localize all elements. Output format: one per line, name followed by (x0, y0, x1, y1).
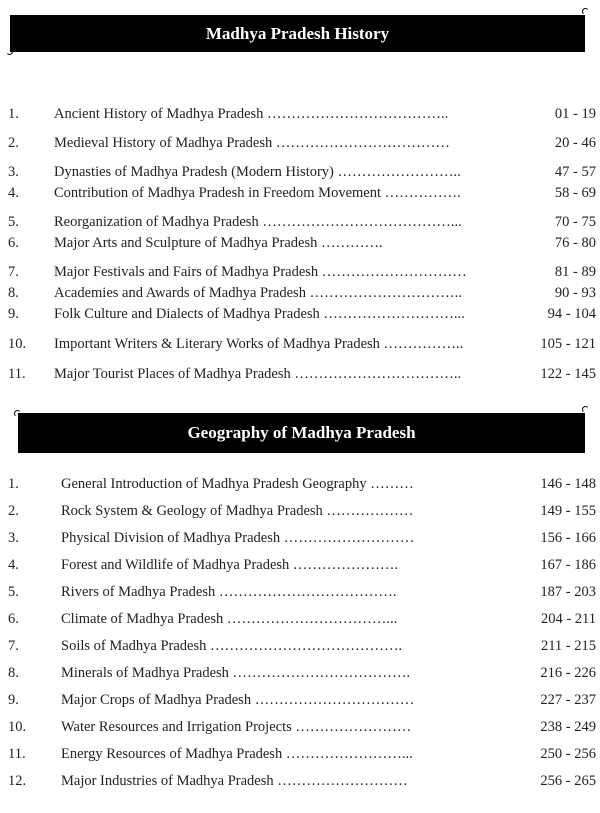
section-heading-geography (18, 413, 585, 453)
toc-row (0, 582, 600, 602)
section-heading-text: Geography of Madhya Pradesh (187, 423, 416, 442)
toc-title: Academies and Awards of Madhya Pradesh ………………………….. (54, 285, 462, 301)
toc-number: 6. (8, 235, 19, 251)
toc-pages: 76 - 80 (554, 235, 596, 251)
toc-row (0, 283, 600, 303)
toc-row (0, 162, 600, 182)
toc-row (0, 771, 600, 791)
toc-number: 5. (8, 584, 19, 600)
toc-row (0, 304, 600, 324)
toc-title: General Introduction of Madhya Pradesh Geography ……… (61, 476, 414, 492)
toc-pages: 122 - 145 (540, 366, 596, 382)
toc-title: Medieval History of Madhya Pradesh ……………………………… (54, 135, 450, 151)
toc-title: Minerals of Madhya Pradesh ………………………………. (61, 665, 411, 681)
toc-pages: 01 - 19 (554, 106, 596, 122)
toc-pages: 58 - 69 (554, 185, 596, 201)
ornament-curl (6, 48, 13, 55)
toc-title: Water Resources and Irrigation Projects …………………… (61, 719, 412, 735)
toc-pages: 227 - 237 (540, 692, 596, 708)
toc-row (0, 717, 600, 737)
toc-title: Reorganization of Madhya Pradesh …………………………………... (54, 214, 462, 230)
toc-pages: 81 - 89 (554, 264, 596, 280)
toc-title: Physical Division of Madhya Pradesh ……………………… (61, 530, 415, 546)
section-heading-history (10, 15, 585, 52)
toc-number: 9. (8, 306, 19, 322)
toc-number: 9. (8, 692, 19, 708)
toc-title: Ancient History of Madhya Pradesh ……………………………….. (54, 106, 449, 122)
toc-pages: 105 - 121 (540, 336, 596, 352)
toc-title: Major Industries of Madhya Pradesh ……………………… (61, 773, 408, 789)
toc-row (0, 364, 600, 384)
toc-number: 12. (8, 773, 27, 789)
toc-title: Dynasties of Madhya Pradesh (Modern History) …………………….. (54, 164, 461, 180)
toc-row (0, 334, 600, 354)
toc-pages: 187 - 203 (540, 584, 596, 600)
section-heading-text: Madhya Pradesh History (205, 23, 390, 43)
toc-pages: 47 - 57 (554, 164, 596, 180)
toc-row (0, 690, 600, 710)
toc-title: Contribution of Madhya Pradesh in Freedom Movement ……………. (54, 185, 461, 201)
toc-pages: 156 - 166 (540, 530, 596, 546)
toc-number: 11. (8, 746, 26, 762)
toc-title: Major Crops of Madhya Pradesh …………………………… (61, 692, 415, 708)
toc-number: 7. (8, 638, 19, 654)
toc-row (0, 474, 600, 494)
toc-title: Energy Resources of Madhya Pradesh ……………………... (61, 746, 413, 762)
toc-pages: 20 - 46 (554, 135, 596, 151)
toc-pages: 211 - 215 (540, 638, 596, 654)
toc-pages: 167 - 186 (540, 557, 596, 573)
toc-row (0, 609, 600, 629)
toc-title: Rivers of Madhya Pradesh ………………………………. (61, 584, 397, 600)
toc-number: 4. (8, 557, 19, 573)
toc-title: Forest and Wildlife of Madhya Pradesh …………………. (61, 557, 399, 573)
toc-number: 7. (8, 264, 19, 280)
toc-title: Important Writers & Literary Works of Madhya Pradesh …………….. (54, 336, 464, 352)
ornament-curl (582, 406, 589, 413)
toc-row (0, 262, 600, 282)
toc-number: 2. (8, 135, 19, 151)
toc-row (0, 744, 600, 764)
toc-number: 6. (8, 611, 19, 627)
toc-row (0, 233, 600, 253)
toc-pages: 90 - 93 (554, 285, 596, 301)
toc-number: 10. (8, 719, 27, 735)
toc-pages: 250 - 256 (540, 746, 596, 762)
toc-number: 10. (8, 336, 27, 352)
toc-row (0, 183, 600, 203)
toc-pages: 256 - 265 (540, 773, 596, 789)
toc-row (0, 663, 600, 683)
toc-number: 8. (8, 285, 19, 301)
toc-number: 5. (8, 214, 19, 230)
toc-row (0, 212, 600, 232)
toc-row (0, 501, 600, 521)
toc-number: 1. (8, 476, 19, 492)
toc-pages: 149 - 155 (540, 503, 596, 519)
toc-number: 11. (8, 366, 26, 382)
toc-number: 8. (8, 665, 19, 681)
toc-pages: 238 - 249 (540, 719, 596, 735)
toc-row (0, 555, 600, 575)
toc-number: 3. (8, 164, 19, 180)
toc-title: Soils of Madhya Pradesh …………………………………. (61, 638, 403, 654)
toc-number: 1. (8, 106, 19, 122)
toc-number: 4. (8, 185, 19, 201)
toc-pages: 70 - 75 (554, 214, 596, 230)
toc-pages: 204 - 211 (540, 611, 596, 627)
toc-row (0, 528, 600, 548)
toc-row (0, 104, 600, 124)
toc-title: Climate of Madhya Pradesh ……………………………... (61, 611, 398, 627)
toc-row (0, 133, 600, 153)
toc-title: Major Festivals and Fairs of Madhya Pradesh ………………………… (54, 264, 467, 280)
ornament-curl (582, 8, 589, 15)
toc-title: Rock System & Geology of Madhya Pradesh ……………… (61, 503, 414, 519)
toc-pages: 94 - 104 (547, 306, 596, 322)
toc-title: Folk Culture and Dialects of Madhya Pradesh ………………………... (54, 306, 465, 322)
toc-title: Major Arts and Sculpture of Madhya Pradesh …………. (54, 235, 383, 251)
toc-pages: 216 - 226 (540, 665, 596, 681)
toc-number: 3. (8, 530, 19, 546)
toc-title: Major Tourist Places of Madhya Pradesh …………………………….. (54, 366, 462, 382)
toc-pages: 146 - 148 (540, 476, 596, 492)
toc-number: 2. (8, 503, 19, 519)
toc-row (0, 636, 600, 656)
